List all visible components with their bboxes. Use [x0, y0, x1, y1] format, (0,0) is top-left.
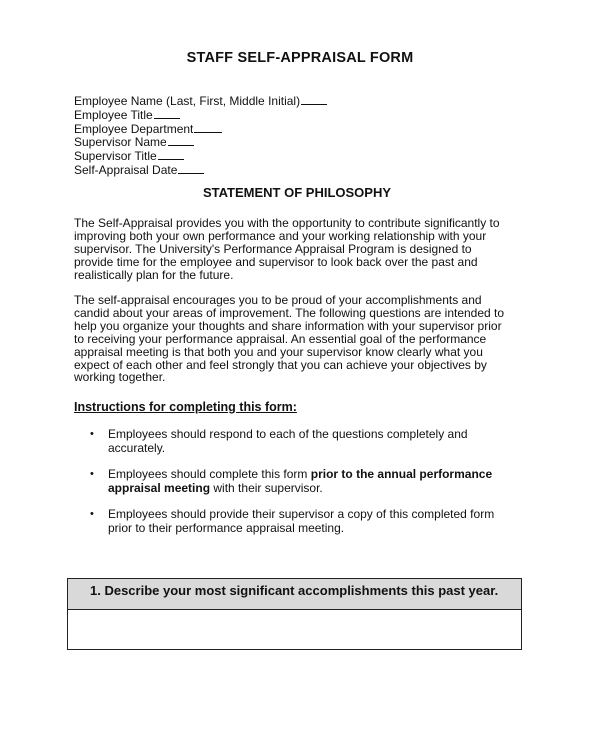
field-blank[interactable]	[168, 135, 194, 146]
list-item	[90, 427, 510, 455]
field-blank[interactable]	[158, 149, 184, 160]
bullet-bold-text: prior to the annual performance appraisal meeting	[108, 467, 493, 495]
field-employee-name	[74, 94, 327, 108]
instructions-heading: Instructions for completing this form:	[74, 400, 297, 414]
field-supervisor-name	[74, 135, 327, 149]
field-blank[interactable]	[154, 108, 180, 119]
list-item	[90, 467, 510, 495]
employee-info-fields	[74, 94, 327, 177]
field-blank[interactable]	[178, 163, 204, 174]
philosophy-paragraph-2: The self-appraisal encourages you to be proud of your accomplishments and candid about your areas of improvement. The following questions are intended to help you organize your thoughts and share information with your supervisor prior to receiving your performance appraisal. An essential goal of the performance appraisal meeting is that both you and your supervisor know clearly what you expect of each other and feel strongly that you can achieve your objectives by working together.	[74, 293, 505, 385]
philosophy-heading: STATEMENT OF PHILOSOPHY	[202, 185, 392, 200]
field-employee-title	[74, 108, 327, 122]
field-label: Employee Title	[74, 107, 153, 122]
field-label: Supervisor Name	[74, 135, 167, 150]
question-1-table	[67, 578, 522, 650]
bullet-icon: •	[90, 508, 94, 520]
bullet-text-tail: with their supervisor.	[210, 481, 323, 495]
list-item	[90, 507, 510, 535]
question-1-header: 1. Describe your most significant accomplishments this past year.	[68, 579, 521, 610]
philosophy-paragraph-1: The Self-Appraisal provides you with the opportunity to contribute significantly to improving both your own performance and your working relationship with your supervisor. The University's Performance Appraisal Program is designed to provide time for the employee and supervisor to look back over the past and realistically plan for the future.	[74, 216, 500, 282]
field-label: Employee Department	[74, 121, 194, 136]
field-label: Self-Appraisal Date	[74, 162, 178, 177]
field-self-appraisal-date	[74, 163, 327, 177]
bullet-text: Employees should complete this form	[108, 467, 311, 481]
field-supervisor-title	[74, 149, 327, 163]
field-employee-department	[74, 122, 327, 136]
field-blank[interactable]	[301, 94, 327, 105]
field-blank[interactable]	[194, 122, 222, 133]
field-label: Employee Name (Last, First, Middle Initial)	[74, 94, 301, 108]
bullet-icon: •	[90, 468, 94, 480]
field-label: Supervisor Title	[74, 149, 157, 164]
bullet-icon: •	[90, 428, 94, 440]
question-1-answer-area[interactable]	[68, 610, 521, 649]
bullet-text: Employees should provide their supervisor a copy of this completed form prior to their performance appraisal meeting.	[108, 507, 495, 535]
bullet-text: Employees should respond to each of the questions completely and accurately.	[108, 427, 468, 455]
form-title: STAFF SELF-APPRAISAL FORM	[186, 50, 414, 66]
instructions-list	[90, 427, 510, 547]
